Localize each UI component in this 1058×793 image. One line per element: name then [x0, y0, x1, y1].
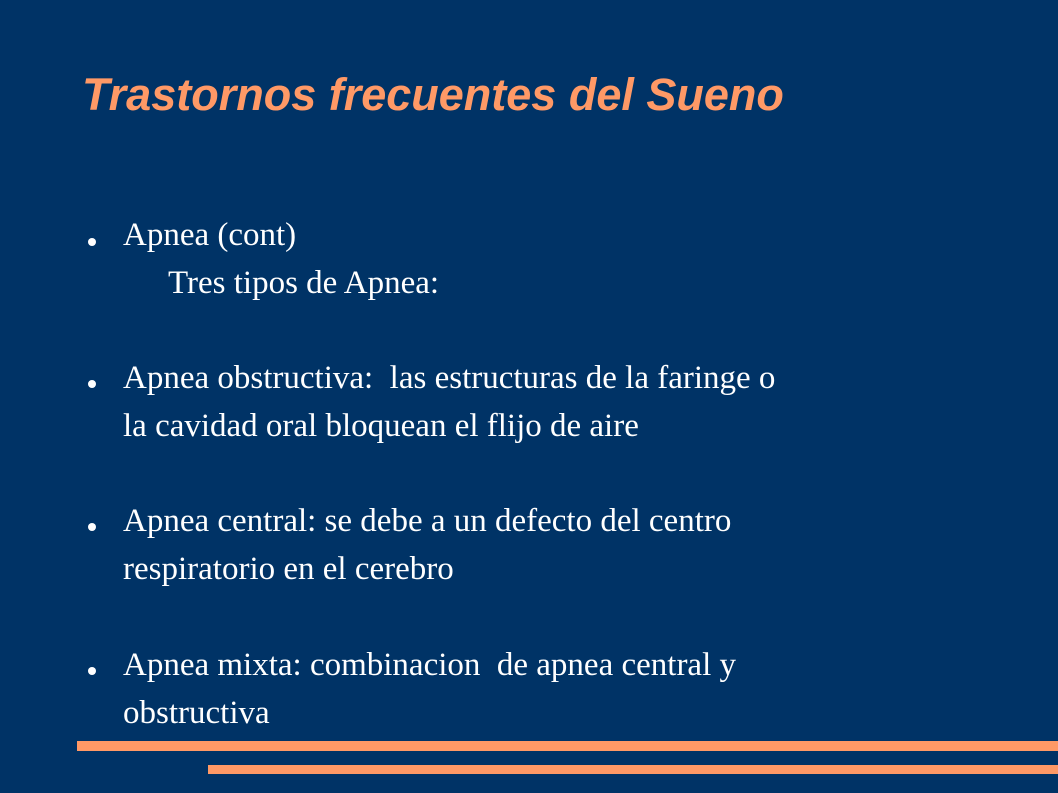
decorative-bar-upper [77, 741, 1058, 751]
bullet-1-line-1: Apnea (cont) [123, 217, 297, 253]
bullet-3-line-1: Apnea central: se debe a un defecto del centro [123, 503, 732, 539]
bullet-4-line-2: obstructiva [123, 695, 270, 731]
bullet-1-line-2: Tres tipos de Apnea: [168, 265, 440, 301]
bullet-icon [88, 238, 96, 246]
decorative-bar-lower [208, 765, 1058, 774]
bullet-4-line-1: Apnea mixta: combinacion de apnea central y [123, 647, 736, 683]
bullet-icon [88, 667, 96, 675]
slide-title: Trastornos frecuentes del Sueno [82, 69, 784, 120]
bullet-icon [88, 380, 96, 388]
bullet-2-line-2: la cavidad oral bloquean el flijo de aire [123, 408, 639, 444]
bullet-2-line-1: Apnea obstructiva: las estructuras de la faringe o [123, 360, 776, 396]
bullet-3-line-2: respiratorio en el cerebro [123, 551, 454, 587]
bullet-icon [88, 523, 96, 531]
